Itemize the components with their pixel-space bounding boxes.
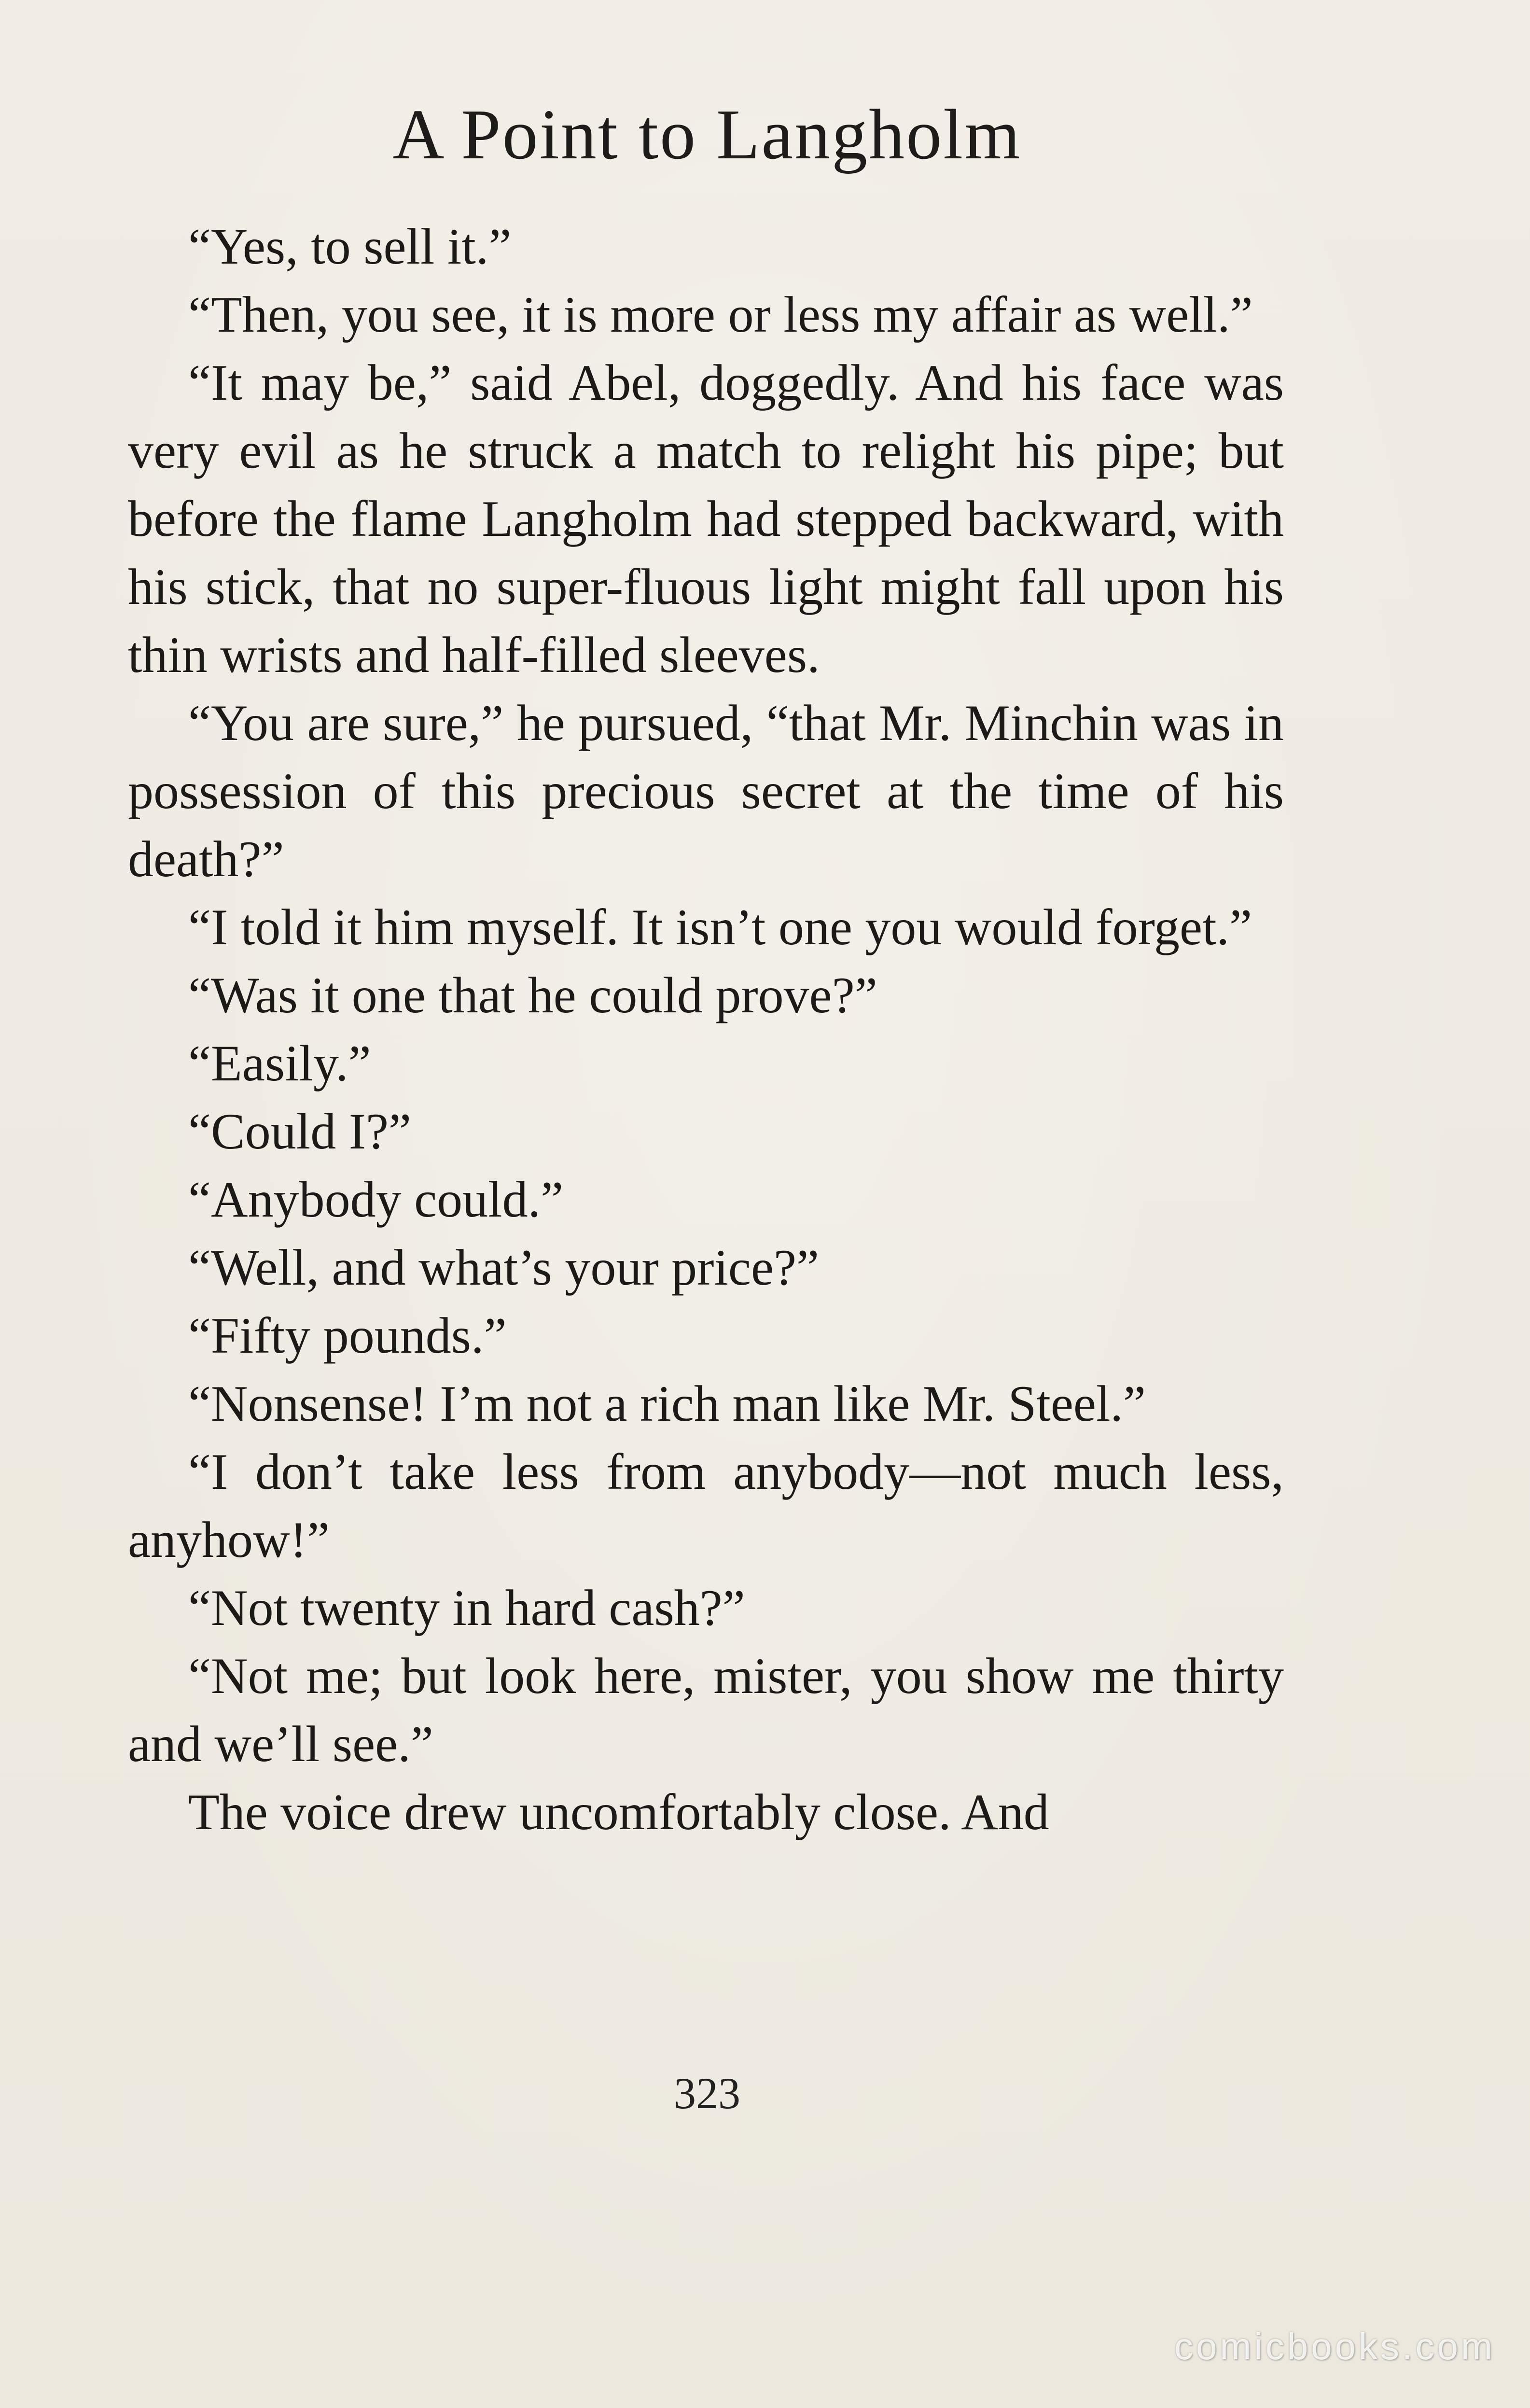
page-number: 323 (674, 2069, 740, 2118)
paragraph: “It may be,” said Abel, doggedly. And his face was very evil as he struck a match to relight his pipe; but before the flame Langholm had stepped backward, with his stick, that no super-fluous light might fall upon his thin wrists and half-filled sleeves. (128, 354, 1284, 683)
paragraph: “I don’t take less from anybody—not much less, anyhow!” (128, 1443, 1284, 1568)
paragraph: “Fifty pounds.” (188, 1307, 507, 1364)
paragraph: “Not me; but look here, mister, you show me thirty and we’ll see.” (128, 1648, 1284, 1772)
paragraph: “Then, you see, it is more or less my affair as well.” (188, 286, 1253, 343)
paragraph: “Well, and what’s your price?” (188, 1239, 820, 1296)
running-head: A Point to Langholm (392, 95, 1022, 174)
paragraph: The voice drew uncomfortably close. And (188, 1784, 1049, 1840)
paragraph: “Yes, to sell it.” (188, 218, 512, 275)
paragraph: “Was it one that he could prove?” (188, 967, 877, 1023)
paragraph: “Anybody could.” (188, 1171, 564, 1228)
paragraph: “Nonsense! I’m not a rich man like Mr. Steel.” (188, 1375, 1146, 1432)
paragraph: “Easily.” (188, 1035, 371, 1092)
body-text (128, 212, 1284, 1846)
paragraph: “Could I?” (188, 1103, 412, 1160)
watermark: comicbooks.com (1174, 2325, 1495, 2367)
paragraph: “You are sure,” he pursued, “that Mr. Minchin was in possession of this precious secret at the time of his death?” (128, 695, 1284, 887)
paragraph: “I told it him myself. It isn’t one you would forget.” (188, 899, 1252, 955)
paragraph: “Not twenty in hard cash?” (188, 1580, 745, 1636)
